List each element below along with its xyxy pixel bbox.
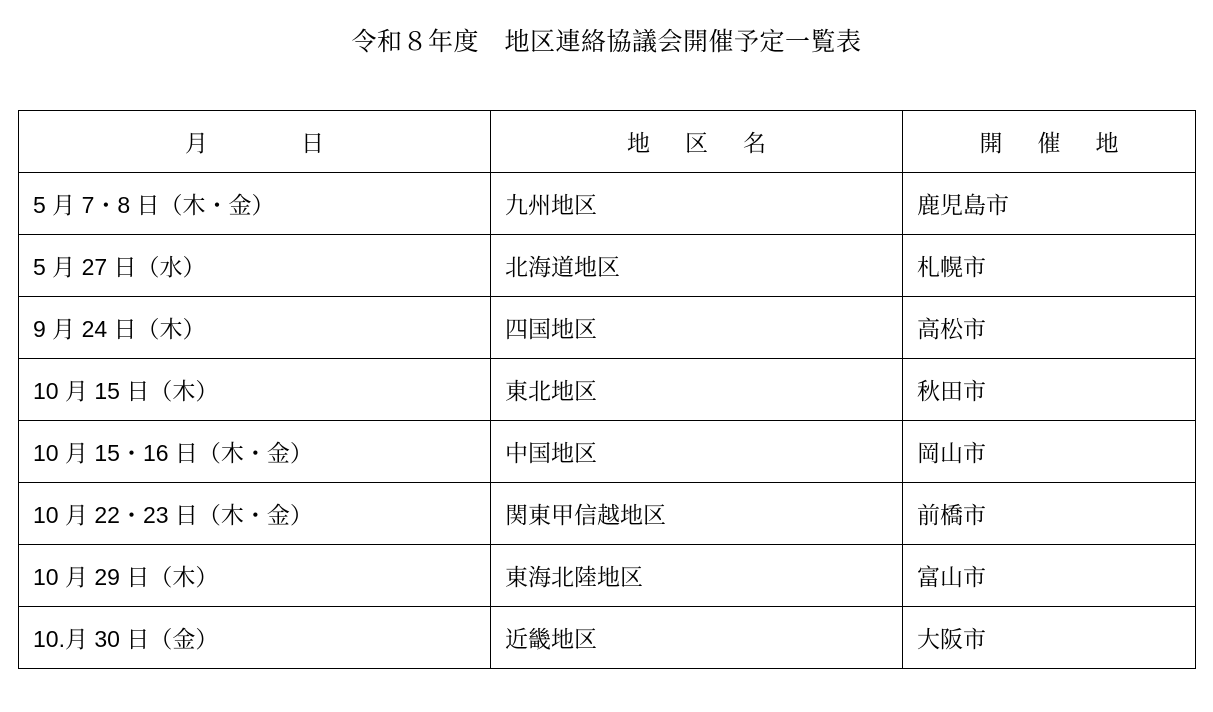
table-row	[19, 607, 1196, 669]
table-body	[19, 173, 1196, 669]
table-row	[19, 297, 1196, 359]
cell-area: 四国地区	[491, 297, 903, 359]
column-header-area: 地 区 名	[491, 111, 903, 173]
cell-city: 鹿児島市	[903, 173, 1196, 235]
schedule-table	[18, 110, 1196, 669]
cell-city: 富山市	[903, 545, 1196, 607]
cell-date: 5 月 7・8 日（木・金）	[19, 173, 491, 235]
page-title: 令和８年度 地区連絡協議会開催予定一覧表	[351, 28, 862, 56]
cell-city: 札幌市	[903, 235, 1196, 297]
cell-city: 岡山市	[903, 421, 1196, 483]
cell-area: 近畿地区	[491, 607, 903, 669]
cell-date: 5 月 27 日（水）	[19, 235, 491, 297]
table-row	[19, 359, 1196, 421]
cell-area: 関東甲信越地区	[491, 483, 903, 545]
column-header-city: 開 催 地	[903, 111, 1196, 173]
cell-city: 秋田市	[903, 359, 1196, 421]
cell-date: 10 月 15 日（木）	[19, 359, 491, 421]
cell-area: 東北地区	[491, 359, 903, 421]
cell-area: 中国地区	[491, 421, 903, 483]
cell-area: 北海道地区	[491, 235, 903, 297]
table-row	[19, 421, 1196, 483]
cell-area: 東海北陸地区	[491, 545, 903, 607]
table-row	[19, 483, 1196, 545]
cell-date: 10 月 29 日（木）	[19, 545, 491, 607]
cell-date: 10 月 22・23 日（木・金）	[19, 483, 491, 545]
cell-date: 9 月 24 日（木）	[19, 297, 491, 359]
cell-city: 前橋市	[903, 483, 1196, 545]
cell-date: 10.月 30 日（金）	[19, 607, 491, 669]
cell-date: 10 月 15・16 日（木・金）	[19, 421, 491, 483]
cell-city: 高松市	[903, 297, 1196, 359]
table-header-row	[19, 111, 1196, 173]
schedule-table-container	[18, 110, 1195, 669]
column-header-date: 月 日	[19, 111, 491, 173]
table-header	[19, 111, 1196, 173]
cell-area: 九州地区	[491, 173, 903, 235]
cell-city: 大阪市	[903, 607, 1196, 669]
table-row	[19, 545, 1196, 607]
table-row	[19, 173, 1196, 235]
table-row	[19, 235, 1196, 297]
